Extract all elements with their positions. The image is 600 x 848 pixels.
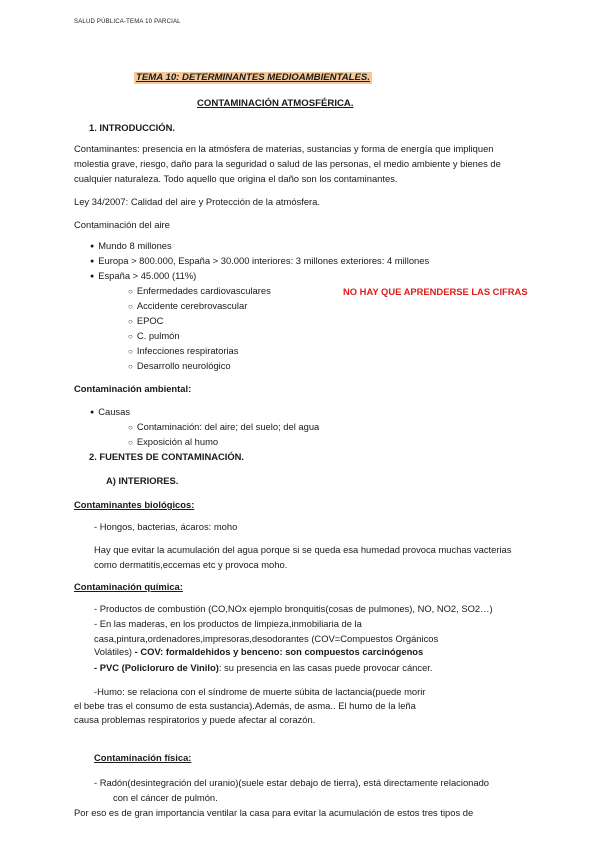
- biologicos-text-1: Hay que evitar la acumulación del agua porque si se queda esa humedad provoca muchas vacterias: [94, 544, 512, 555]
- section-fuentes: 2. FUENTES DE CONTAMINACIÓN.: [89, 451, 245, 462]
- humo-line-1: -Humo: se relaciona con el síndrome de muerte súbita de lactancia(puede morir: [94, 686, 426, 697]
- list-item: ● España > 45.000 (11%): [90, 270, 196, 284]
- biologicos-text-2: como dermatitis,eccemas etc y provoca moho.: [94, 559, 288, 570]
- humo-line-2: el bebe tras el consumo de esta sustancia).Además, de asma.. El humo de la leña: [74, 700, 416, 711]
- list-item: ● Mundo 8 millones: [90, 240, 172, 254]
- list-subitem: ○ Contaminación: del aire; del suelo; del agua: [128, 421, 319, 434]
- intro-line-1: Contaminantes: presencia en la atmósfera de materias, sustancias y forma de energía que impliquen: [74, 143, 494, 154]
- quimica-volatiles: Volátiles): [94, 646, 135, 657]
- contaminacion-ambiental-label: Contaminación ambiental:: [74, 383, 192, 394]
- quimica-item-3: [94, 662, 433, 674]
- list-subitem: ○ Desarrollo neurológico: [128, 360, 231, 373]
- fisica-heading: Contaminación física:: [94, 752, 192, 763]
- quimica-item-2-end: [94, 646, 423, 658]
- list-item: ● Europa > 800.000, España > 30.000 interiores: 3 millones exteriores: 4 millones: [90, 255, 429, 269]
- radon-line-2: con el cáncer de pulmón.: [113, 792, 218, 803]
- list-item: ● Causas: [90, 406, 130, 420]
- radon-line-1: - Radón(desintegración del uranio)(suele estar debajo de tierra), está directamente relacionado: [94, 777, 490, 788]
- quimica-cov: - COV: formaldehidos y benceno: son compuestos carcinógenos: [134, 646, 424, 657]
- biologicos-heading: Contaminantes biológicos:: [74, 499, 195, 510]
- page-title: TEMA 10: DETERMINANTES MEDIOAMBIENTALES.: [136, 72, 370, 83]
- list-subitem: ○ EPOC: [128, 315, 163, 328]
- list-subitem: ○ Enfermedades cardiovasculares: [128, 285, 271, 298]
- list-subitem: ○ Accidente cerebrovascular: [128, 300, 247, 313]
- quimica-item-2: - En las maderas, en los productos de limpieza,inmobiliaria de la: [94, 618, 362, 629]
- quimica-item-1: - Productos de combustión (CO,NOx ejemplo bronquitis(cosas de pulmones), NO, NO2, SO2…): [94, 603, 493, 614]
- biologicos-item: - Hongos, bacterias, ácaros: moho: [94, 521, 238, 532]
- list-subitem: ○ Exposición al humo: [128, 436, 218, 449]
- contaminacion-aire-label: Contaminación del aire: [74, 219, 170, 230]
- ley-text: Ley 34/2007: Calidad del aire y Protección de la atmósfera.: [74, 196, 320, 207]
- final-line: Por eso es de gran importancia ventilar la casa para evitar la acumulación de estos tres tipos de: [74, 807, 474, 818]
- quimica-pvc-rest: : su presencia en las casas puede provocar cáncer.: [218, 662, 433, 673]
- humo-line-3: causa problemas respiratorios y puede afectar al corazón.: [74, 714, 316, 725]
- intro-line-3: cualquier naturaleza. Todo aquello que origina el daño son los contaminantes.: [74, 173, 398, 184]
- quimica-item-2-cont: casa,pintura,ordenadores,impresoras,desodorantes (COV=Compuestos Orgánicos: [94, 633, 439, 644]
- quimica-heading: Contaminación química:: [74, 581, 183, 592]
- list-subitem: ○ Infecciones respiratorias: [128, 345, 238, 358]
- running-header: SALUD PÚBLICA-TEMA 10 PARCIAL: [74, 19, 181, 25]
- section-introduccion: 1. INTRODUCCIÓN.: [89, 122, 175, 133]
- page-subtitle: CONTAMINACIÓN ATMOSFÉRICA.: [197, 98, 354, 109]
- quimica-pvc: - PVC (Policloruro de Vinilo): [94, 662, 219, 673]
- subsection-interiores: A) INTERIORES.: [106, 475, 179, 486]
- intro-line-2: molestia grave, riesgo, daño para la seguridad o salud de las personas, el medio ambiente y bienes de: [74, 158, 501, 169]
- cifras-note: NO HAY QUE APRENDERSE LAS CIFRAS: [343, 286, 528, 297]
- list-subitem: ○ C. pulmón: [128, 330, 180, 343]
